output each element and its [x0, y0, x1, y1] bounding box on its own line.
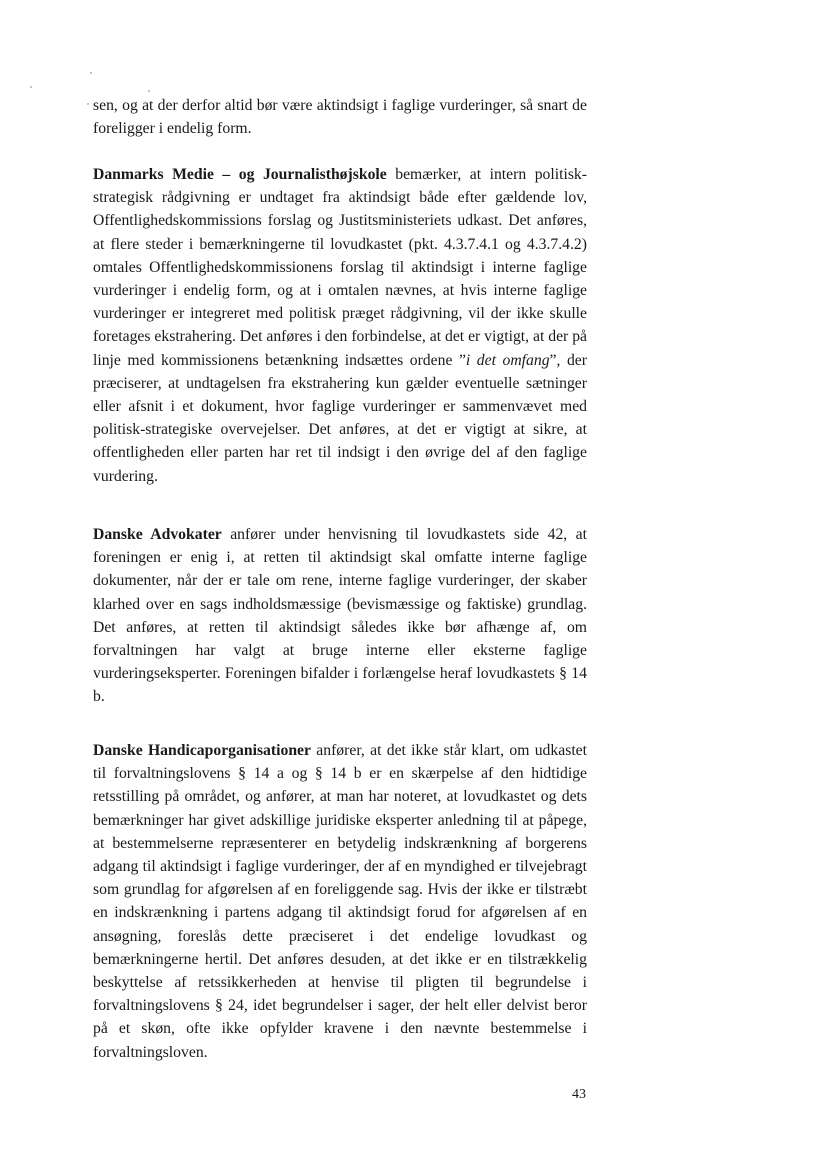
paragraph-text: sen, og at der derfor altid bør være aktindsigt i faglige vurderinger, så snart de foreligger i endelig form. — [93, 97, 587, 138]
paragraph-continuation — [93, 94, 587, 140]
organization-name: Danmarks Medie – og Journalisthøjskole — [93, 166, 387, 183]
scan-speck — [87, 103, 89, 105]
paragraph-text: bemærker, at intern politisk-strategisk rådgivning er undtaget fra aktindsigt både efter gældende lov, Offentlighedskommissions forslag og Justitsministeriets udkast. Det anføres, at flere steder i bemærkningerne til lovudkastet (pkt. 4.3.7.4.1 og 4.3.7.4.2) omtales Offentlighedskommissionens forslag til aktindsigt i interne faglige vurderinger i endelig form, og at i omtalen nævnes, at hvis interne faglige vurderinger er integreret med politisk præget rådgivning, vil der ikke skulle foretages ekstrahering. Det anføres i den forbindelse, at det er vigtigt, at der på linje med kommissionens betænkning indsættes ordene ” — [93, 166, 587, 369]
organization-name: Danske Advokater — [93, 526, 222, 543]
quoted-phrase: i det omfang — [465, 351, 550, 369]
scan-speck — [30, 86, 32, 88]
page-number: 43 — [572, 1087, 586, 1102]
organization-name: Danske Handicaporganisationer — [93, 742, 311, 759]
paragraph-text-continued: ”, der præciserer, at undtagelsen fra ekstrahering kun gælder eventuelle sætninger eller afsnit i et dokument, hvor faglige vurderinger er sammenvævet med politisk-strategiske overvejelser. Det anføres, at det er vigtigt at sikre, at offentligheden eller parten har ret til indsigt i den øvrige del af den faglige vurdering. — [93, 351, 587, 485]
paragraph-text: anfører under henvisning til lovudkastets side 42, at foreningen er enig i, at retten til aktindsigt skal omfatte interne faglige dokumenter, når der er tale om rene, interne faglige vurderinger, der skaber klarhed over en sags indholdsmæssige (bevismæssige og faktiske) grundlag. Det anføres, at retten til aktindsigt således ikke bør afhænge af, om forvaltningen har valgt at bruge interne eller eksterne faglige vurderingseksperter. Foreningen bifalder i forlængelse heraf lovudkastets § 14 b. — [93, 526, 587, 706]
paragraph-danske-handicaporganisationer — [93, 739, 587, 1064]
paragraph-danske-advokater — [93, 523, 587, 709]
paragraph-text: anfører, at det ikke står klart, om udkastet til forvaltningslovens § 14 a og § 14 b er en skærpelse af den hidtidige retsstilling på området, og anfører, at man har noteret, at lovudkastet og dets bemærkninger har givet adskillige juridiske eksperter anledning til at påpege, at bestemmelserne repræsenterer en betydelig indskrænkning af borgerens adgang til aktindsigt i faglige vurderinger, der af en myndighed er tilvejebragt som grundlag for afgørelsen af en foreliggende sag. Hvis der ikke er tilstræbt en indskrænkning i partens adgang til aktindsigt forud for afgørelsen af en ansøgning, foreslås dette præciseret i det endelige lovudkast og bemærkningerne hertil. Det anføres desuden, at det ikke er en tilstrækkelig beskyttelse af retssikkerheden at henvise til pligten til begrundelse i forvaltningslovens § 24, idet begrundelser i sager, der helt eller delvist beror på et skøn, ofte ikke opfylder kravene i den nævnte bestemmelse i forvaltningsloven. — [93, 742, 587, 1061]
paragraph-danmarks-medie — [93, 163, 587, 488]
scan-speck — [90, 72, 92, 74]
scan-speck — [148, 90, 150, 92]
